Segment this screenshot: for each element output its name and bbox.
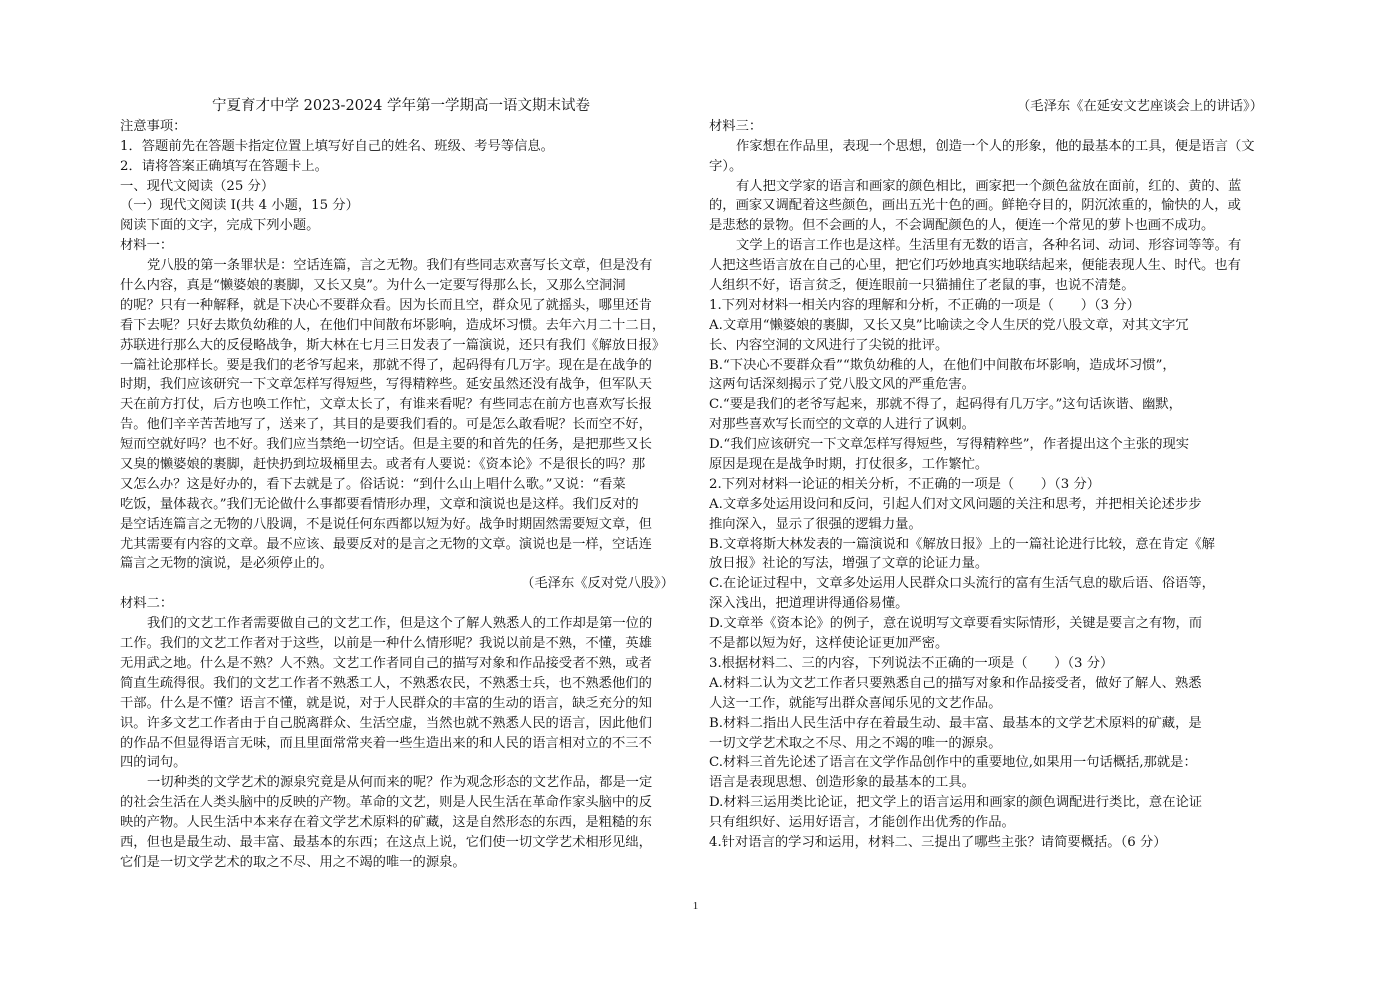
- material1-line: 一篇社论那样长。要是我们的老爷写起来，那就不得了，起码得有几万字。现在是在战争的: [120, 357, 652, 373]
- material3-heading: 材料三：: [709, 118, 763, 134]
- material2-paragraph-2: [120, 773, 682, 872]
- material2-source: （毛泽东《在延安文艺座谈会上的讲话》）: [1017, 99, 1263, 114]
- question-option: D.“我们应该研究一下文章怎样写得短些，写得精粹些”，作者提出这个主张的现实: [709, 437, 1190, 453]
- question-option: 放日报》社论的写法，增强了文章的论证力量。: [709, 556, 989, 572]
- question-3: [709, 654, 1271, 833]
- question-option: B.材料二指出人民生活中存在着最生动、最丰富、最基本的文学艺术原料的矿藏，是: [709, 715, 1202, 731]
- material3-line: 的，画家又调配着这些颜色，画出五光十色的画。鲜艳夺目的，阴沉浓重的，愉快的人，或: [709, 198, 1241, 214]
- material3-line: 有人把文学家的语言和画家的颜色相比，画家把一个颜色盆放在面前，红的、黄的、蓝: [736, 178, 1242, 194]
- material2-line: 识。许多文艺工作者由于自己脱离群众、生活空虚，当然也就不熟悉人民的语言，因此他们: [120, 715, 652, 731]
- subsection-heading: （一）现代文阅读 I(共 4 小题，15 分）: [120, 198, 359, 214]
- question-option: D.文章举《资本论》的例子，意在说明写文章要看实际情形，关键是要言之有物，而: [709, 616, 1203, 632]
- material3-line: 作家想在作品里，表现一个思想，创造一个人的形象，他的最基本的工具，便是语言（文: [736, 138, 1255, 154]
- question-option: 不是都以短为好，这样使论证更加严密。: [709, 636, 949, 652]
- material1-line: 告。他们辛辛苦苦地写了，送来了，其目的是要我们看的。可是怎么敢看呢？长而空不好，: [120, 417, 652, 433]
- material1-line: 天在前方打仗，后方也唤工作忙，文章太长了，有谁来看呢？有些同志在前方也喜欢写长报: [120, 397, 652, 413]
- material1-source: （毛泽东《反对党八股》）: [521, 576, 674, 592]
- question-1: [709, 296, 1271, 475]
- material2-line: 的社会生活在人类头脑中的反映的产物。革命的文艺，则是人民生活在革命作家头脑中的反: [120, 795, 652, 811]
- question-stem: 3.根据材料二、三的内容，下列说法不正确的一项是（ ）（3 分）: [709, 655, 1114, 671]
- question-option: C.材料三首先论述了语言在文学作品创作中的重要地位,如果用一句话概括,那就是：: [709, 755, 1197, 771]
- question-4: [709, 833, 1271, 853]
- question-option: C.在论证过程中，文章多处运用人民群众口头流行的富有生活气息的歇后语、俗语等，: [709, 576, 1215, 592]
- material2-line: 四的词句。: [120, 755, 187, 771]
- material1-heading: 材料一：: [120, 238, 174, 254]
- question-option: 推向深入，显示了很强的逻辑力量。: [709, 516, 922, 532]
- question-option: A.材料二认为文艺工作者只要熟悉自己的描写对象和作品接受者，做好了解人、熟悉: [709, 675, 1202, 691]
- material2-line: 映的产物。人民生活中本来存在着文学艺术原料的矿藏，这是自然形态的东西，是粗糙的东: [120, 815, 652, 831]
- material3-line: 是悲愁的景物。但不会画的人，不会调配颜色的人，便连一个常见的萝卜也画不成功。: [709, 218, 1215, 234]
- right-column: [709, 97, 1271, 853]
- left-column: [120, 97, 682, 873]
- material1-line: 党八股的第一条罪状是：空话连篇，言之无物。我们有些同志欢喜写长文章，但是没有: [147, 258, 653, 274]
- question-option: A.文章用“懒婆娘的裹脚，又长又臭”比喻读之令人生厌的党八股文章，对其文字冗: [709, 317, 1189, 333]
- material3-line: 字）。: [709, 158, 743, 174]
- question-option: 只有组织好、运用好语言，才能创作出优秀的作品。: [709, 815, 1015, 831]
- question-option: C.“要是我们的老爷写起来，那就不得了，起码得有几万字。”这句话诙谐、幽默，: [709, 397, 1182, 413]
- question-option: 语言是表现思想、创造形象的最基本的工具。: [709, 775, 975, 791]
- material3-line: 文学上的语言工作也是这样。生活里有无数的语言，各种名词、动词、形容词等等。有: [736, 238, 1242, 254]
- material2-line: 工作。我们的文艺工作者对于这些，以前是一种什么情形呢？我说以前是不熟，不懂，英雄: [120, 636, 652, 652]
- question-option: 长、内容空洞的文风进行了尖锐的批评。: [709, 337, 949, 353]
- material1-line: 又怎么办？这是好办的，看下去就是了。俗话说：“到什么山上唱什么歌。”又说：“看菜: [120, 476, 626, 492]
- question-option: 一切文学艺术取之不尽、用之不竭的唯一的源泉。: [709, 735, 1002, 751]
- material1-line: 苏联进行那么大的反侵略战争，斯大林在七月三日发表了一篇演说，还只有我们《解放日报》: [120, 337, 666, 353]
- material1-line: 短而空就好吗？也不好。我们应当禁绝一切空话。但是主要的和首先的任务，是把那些又长: [120, 437, 652, 453]
- material1-paragraph: [120, 256, 682, 574]
- question-option: D.材料三运用类比论证，把文学上的语言运用和画家的颜色调配进行类比，意在论证: [709, 795, 1203, 811]
- question-option: B.“下决心不要群众看”“欺负幼稚的人，在他们中间散布坏影响，造成坏习惯”，: [709, 357, 1176, 373]
- page-number: 1: [692, 900, 699, 912]
- material2-heading: 材料二：: [120, 596, 174, 612]
- material1-line: 又臭的懒婆娘的裹脚，赶快扔到垃圾桶里去。或者有人要说：《资本论》不是很长的吗？那: [120, 457, 646, 473]
- material2-line: 我们的文艺工作者需要做自己的文艺工作，但是这个了解人熟悉人的工作却是第一位的: [147, 616, 653, 632]
- material2-line: 西，但也是最生动、最丰富、最基本的东西；在这点上说，它们使一切文学艺术相形见绌，: [120, 834, 652, 850]
- material3-paragraph-1: [709, 137, 1271, 177]
- question-option: 对那些喜欢写长而空的文章的人进行了讽刺。: [709, 417, 975, 433]
- question-stem: 2.下列对材料一论证的相关分析，不正确的一项是（ ）（3 分）: [709, 476, 1101, 492]
- material1-line: 尤其需要有内容的文章。最不应该、最要反对的是言之无物的文章。演说也是一样，空话连: [120, 536, 652, 552]
- question-option: 深入浅出，把道理讲得通俗易懂。: [709, 596, 909, 612]
- material2-line: 一切种类的文学艺术的源泉究竟是从何而来的呢？作为观念形态的文艺作品，都是一定: [147, 775, 653, 791]
- notice-heading: 注意事项：: [120, 118, 187, 134]
- notice-item-1: 1．答题前先在答题卡指定位置上填写好自己的姓名、班级、考号等信息。: [120, 138, 554, 154]
- question-2: [709, 475, 1271, 654]
- material2-line: 简直生疏得很。我们的文艺工作者不熟悉工人，不熟悉农民，不熟悉士兵，也不熟悉他们的: [120, 675, 652, 691]
- material1-line: 吃饭，量体裁衣。”我们无论做什么事都要看情形办理，文章和演说也是这样。我们反对的: [120, 496, 639, 512]
- material1-line: 看下去呢？只好去欺负幼稚的人，在他们中间散布坏影响，造成坏习惯。去年六月二十二日，: [120, 317, 666, 333]
- question-option: A.文章多处运用设问和反问，引起人们对文风问题的关注和思考，并把相关论述步步: [709, 496, 1202, 512]
- exam-title: 宁夏育才中学 2023-2024 学年第一学期高一语文期末试卷: [212, 98, 590, 114]
- question-stem: 1.下列对材料一相关内容的理解和分析，不正确的一项是（ ）（3 分）: [709, 297, 1140, 313]
- material1-line: 什么内容，真是“懒婆娘的裹脚，又长又臭”。为什么一定要写得那么长，又那么空洞洞: [120, 278, 626, 294]
- question-option: 这两句话深刻揭示了党八股文风的严重危害。: [709, 377, 975, 393]
- material1-line: 是空话连篇言之无物的八股调，不是说任何东西都以短为好。战争时期固然需要短文章，但: [120, 516, 652, 532]
- material2-line: 无用武之地。什么是不熟？人不熟。文艺工作者同自己的描写对象和作品接受者不熟，或者: [120, 655, 652, 671]
- question-stem: 4.针对语言的学习和运用，材料二、三提出了哪些主张？请简要概括。（6 分）: [709, 834, 1167, 850]
- material3-paragraph-2: [709, 177, 1271, 237]
- material3-paragraph-3: [709, 236, 1271, 296]
- material1-line: 时期，我们应该研究一下文章怎样写得短些，写得精粹些。延安虽然还没有战争，但军队天: [120, 377, 652, 393]
- question-option: B.文章将斯大林发表的一篇演说和《解放日报》上的一篇社论进行比较，意在肯定《解: [709, 536, 1215, 552]
- reading-instruction: 阅读下面的文字，完成下列小题。: [120, 218, 320, 234]
- material2-line: 它们是一切文学艺术的取之不尽、用之不竭的唯一的源泉。: [120, 854, 466, 870]
- question-option: 原因是现在是战争时期，打仗很多，工作繁忙。: [709, 457, 989, 473]
- notice-item-2: 2．请将答案正确填写在答题卡上。: [120, 158, 328, 174]
- material2-line: 的作品不但显得语言无味，而且里面常常夹着一些生造出来的和人民的语言相对立的不三不: [120, 735, 652, 751]
- material3-line: 人组织不好，语言贫乏，便连眼前一只猫捕住了老鼠的事，也说不清楚。: [709, 278, 1135, 294]
- section-heading: 一、现代文阅读（25 分）: [120, 178, 275, 194]
- material2-paragraph-1: [120, 614, 682, 773]
- material2-line: 干部。什么是不懂？语言不懂，就是说，对于人民群众的丰富的生动的语言，缺乏充分的知: [120, 695, 652, 711]
- material3-line: 人把这些语言放在自己的心里，把它们巧妙地真实地联结起来，便能表现人生、时代。也有: [709, 258, 1241, 274]
- material1-line: 篇言之无物的演说，是必须停止的。: [120, 556, 333, 572]
- question-option: 人这一工作，就能写出群众喜闻乐见的文艺作品。: [709, 695, 1002, 711]
- material1-line: 的呢？只有一种解释，就是下决心不要群众看。因为长而且空，群众见了就摇头，哪里还肯: [120, 297, 652, 313]
